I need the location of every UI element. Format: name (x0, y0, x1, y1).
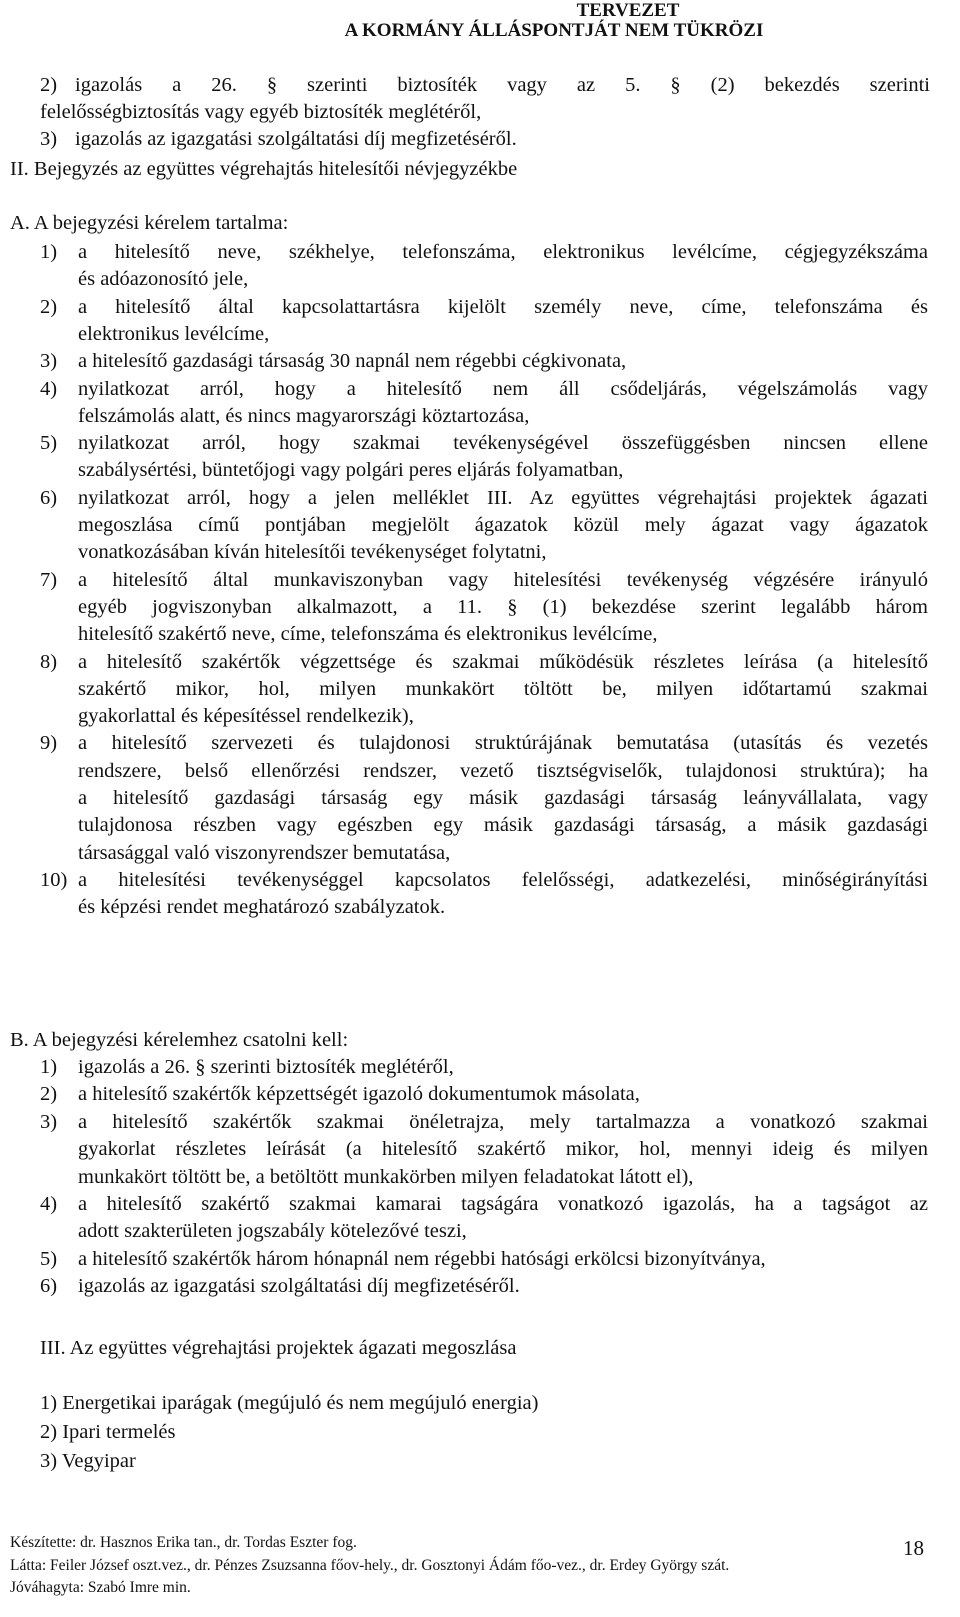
list-item-text: gyakorlat részletes leírását (a hitelesítő szakértő mikor, hol, mennyi ideig és milyen (78, 1138, 928, 1161)
list-item-text: 3) Vegyipar (40, 1450, 136, 1472)
list-item-text: a hitelesítő gazdasági társaság egy másik gazdasági társaság leányvállalata, vagy (78, 787, 928, 809)
list-item-number: 8) (40, 650, 58, 673)
section-heading-b: B. A bejegyzési kérelemhez csatolni kell: (10, 1029, 349, 1051)
list-item-text: a hitelesítő gazdasági társaság 30 napnál nem régebbi cégkivonata, (78, 350, 627, 373)
list-item-text: szakértő mikor, hol, milyen munkakört töltött be, milyen időtartamú szakmai (78, 677, 928, 700)
list-item-text: hitelesítő szakértő neve, címe, telefonszáma és elektronikus levélcíme, (78, 623, 658, 646)
list-item-text: tulajdonosa részben vagy egészben egy másik gazdasági társaság, a másik gazdasági (78, 814, 928, 837)
list-item-number: 4) (40, 1193, 58, 1215)
list-item-number: 5) (40, 1247, 58, 1270)
list-item-text: a hitelesítő által munkaviszonyban vagy hitelesítési tevékenység végzésére irányuló (78, 568, 928, 591)
list-item-text: 1) Energetikai iparágak (megújuló és nem megújuló energia) (40, 1392, 539, 1414)
list-item-number: 10) (40, 868, 68, 891)
page-number: 18 (903, 1536, 924, 1560)
list-item-text: társasággal való viszonyrendszer bemutatása, (78, 841, 451, 864)
footer-approved-by: Jóváhagyta: Szabó Imre min. (10, 1579, 191, 1596)
list-item-text: a hitelesítő szakértő szakmai kamarai tagságára vonatkozó igazolás, ha a tagságot az (78, 1193, 928, 1215)
list-item-text: igazolás a 26. § szerinti biztosíték meglétéről, (78, 1056, 454, 1078)
list-item-text: a hitelesítő szakértők képzettségét igazoló dokumentumok másolata, (78, 1083, 640, 1106)
list-item-text: a hitelesítési tevékenységgel kapcsolatos felelősségi, adatkezelési, minőségirányítási (78, 868, 928, 891)
header-disclaimer: A KORMÁNY ÁLLÁSPONTJÁT NEM TÜKRÖZI (344, 20, 764, 41)
list-item-text: igazolás az igazgatási szolgáltatási díj megfizetéséről. (78, 1275, 520, 1298)
list-item-text: a hitelesítő szakértők végzettsége és szakmai működésük részletes leírása (a hitelesítő (78, 650, 928, 673)
list-item-text: 2) Ipari termelés (40, 1421, 176, 1443)
list-item-text: vonatkozásában kíván hitelesítői tevékenységet folytatni, (78, 541, 547, 564)
list-item-text: és adóazonosító jele, (78, 268, 249, 291)
list-item-number: 2) (40, 1083, 58, 1106)
list-item-number: 3) (40, 350, 58, 373)
list-item-number: 1) (40, 241, 58, 263)
list-item-text: nyilatkozat arról, hogy a jelen melléklet III. Az együttes végrehajtási projektek ágazati (78, 486, 928, 509)
list-item-number: 3) (40, 128, 58, 150)
header-draft-label: TERVEZET (576, 0, 680, 21)
list-item-text: szabálysértési, büntetőjogi vagy polgári peres eljárás folyamatban, (78, 459, 624, 482)
list-item-text: igazolás az igazgatási szolgáltatási díj megfizetéséről. (75, 128, 517, 150)
list-item-text: gyakorlattal és képesítéssel rendelkezik), (78, 705, 414, 728)
list-item-text: felelősségbiztosítás vagy egyéb biztosíték meglétéről, (40, 101, 482, 123)
list-item-number: 5) (40, 432, 58, 455)
list-item-number: 6) (40, 1275, 58, 1298)
list-item-number: 3) (40, 1110, 58, 1133)
list-item-text: egyéb jogviszonyban alkalmazott, a 11. § (1) bekezdése szerint legalább három (78, 595, 928, 618)
list-item-number: 6) (40, 486, 58, 509)
list-item-text: a hitelesítő szakértők három hónapnál nem régebbi hatósági erkölcsi bizonyítványa, (78, 1247, 766, 1270)
list-item-text: a hitelesítő neve, székhelye, telefonszáma, elektronikus levélcíme, cégjegyzékszáma (78, 241, 928, 263)
section-heading-a: A. A bejegyzési kérelem tartalma: (10, 212, 289, 234)
list-item-text: nyilatkozat arról, hogy a hitelesítő nem áll csődeljárás, végelszámolás vagy (78, 377, 928, 400)
list-item-text: és képzési rendet meghatározó szabályzatok. (78, 896, 446, 919)
list-item-text: a hitelesítő által kapcsolattartásra kijelölt személy neve, címe, telefonszáma és (78, 295, 928, 318)
list-item-text: nyilatkozat arról, hogy szakmai tevékenységével összefüggésben nincsen ellene (78, 432, 928, 455)
list-item-text: adott szakterületen jogszabály kötelezővé teszi, (78, 1220, 467, 1243)
section-heading-ii: II. Bejegyzés az együttes végrehajtás hitelesítői névjegyzékbe (10, 158, 518, 180)
footer-reviewed-by: Látta: Feiler József oszt.vez., dr. Pénzes Zsuzsanna főov-hely., dr. Gosztonyi Ádám főo-vez., dr. Erdey György szát. (10, 1557, 730, 1574)
list-item-number: 4) (40, 377, 58, 400)
list-item-text: munkakört töltött be, a betöltött munkakörben milyen feladatokat látott el), (78, 1165, 694, 1188)
list-item-text: felszámolás alatt, és nincs magyarországi köztartozása, (78, 404, 530, 427)
list-item-text: a hitelesítő szervezeti és tulajdonosi struktúrájának bemutatása (utasítás és vezetés (78, 732, 928, 755)
list-item-text: elektronikus levélcíme, (78, 322, 270, 345)
list-item-number: 2) (40, 74, 58, 96)
list-item-number: 7) (40, 568, 58, 591)
list-item-number: 9) (40, 732, 58, 755)
list-item-text: rendszere, belső ellenőrzési rendszer, vezető tisztségviselők, tulajdonosi struktúra); ha (78, 759, 928, 782)
list-item-number: 1) (40, 1056, 58, 1078)
list-item-text: a hitelesítő szakértők szakmai önéletrajza, mely tartalmazza a vonatkozó szakmai (78, 1110, 928, 1133)
section-heading-iii: III. Az együttes végrehajtási projektek ágazati megoszlása (40, 1337, 517, 1359)
list-item-text: igazolás a 26. § szerinti biztosíték vagy az 5. § (2) bekezdés szerinti (75, 74, 930, 96)
list-item-text: megoszlása című pontjában megjelölt ágazatok közül mely ágazat vagy ágazatok (78, 514, 928, 536)
list-item-number: 2) (40, 295, 58, 318)
footer-prepared-by: Készítette: dr. Hasznos Erika tan., dr. Tordas Eszter fog. (10, 1534, 357, 1551)
